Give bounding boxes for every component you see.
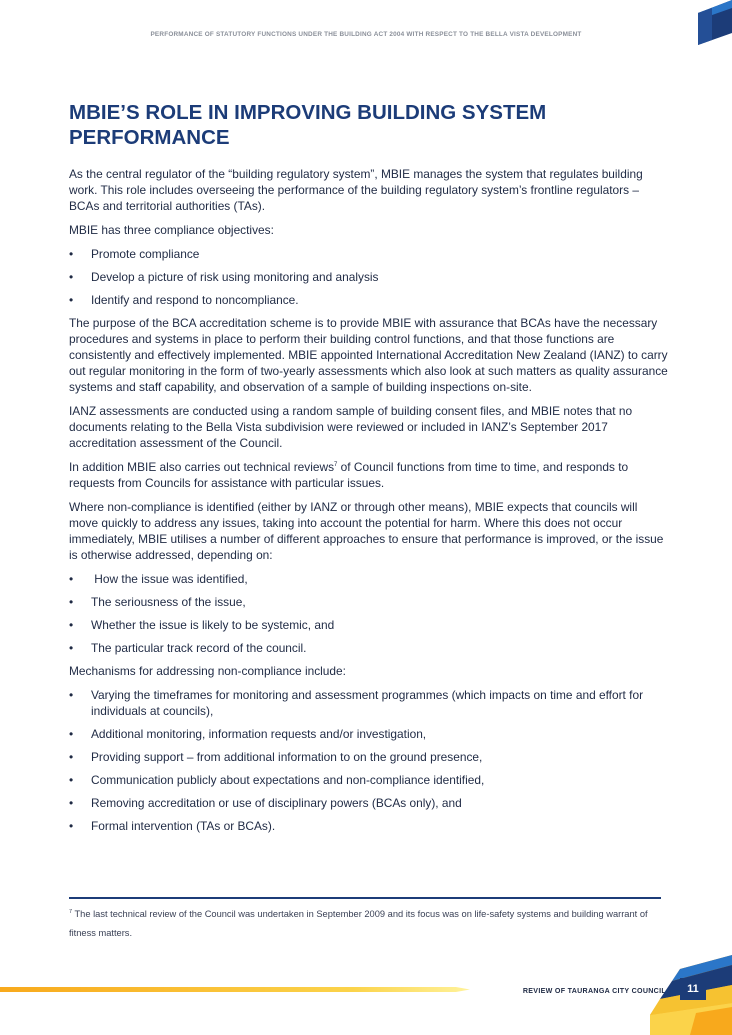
paragraph: Where non-compliance is identified (either by IANZ or through other means), MBIE expects that councils will move quickly to address any issues, taking into account the potential for harm. Where this does not occur immediately, MBIE utilises a number of different approaches to ensure that performance is improved, or the issue is otherwise addressed, depending on: (69, 500, 664, 562)
bullet: • (69, 796, 74, 810)
list-item-text: Communication publicly about expectations and non-compliance identified, (91, 773, 485, 787)
paragraph-text: In addition MBIE also carries out technical reviews (69, 460, 335, 474)
list-item (69, 749, 669, 765)
list-item-text: Identify and respond to noncompliance. (91, 293, 299, 307)
list-item (69, 687, 669, 719)
footer-label: REVIEW OF TAURANGA CITY COUNCIL (522, 987, 666, 995)
bullet: • (69, 572, 74, 586)
list-item (69, 772, 669, 788)
list-item (69, 818, 669, 834)
footnote-reference: 7 (334, 462, 338, 468)
list-item (69, 726, 669, 742)
list-item-text: Develop a picture of risk using monitoring and analysis (91, 270, 379, 284)
list-item-text: Removing accreditation or use of disciplinary powers (BCAs only), and (91, 796, 462, 810)
paragraph: As the central regulator of the “building regulatory system”, MBIE manages the system that regulates building work. This role includes overseeing the performance of the building regulatory system’s frontline regulators – BCAs and territorial authorities (TAs). (69, 167, 643, 213)
list-item-text: Formal intervention (TAs or BCAs). (91, 819, 276, 833)
paragraph (69, 459, 669, 491)
paragraph-text: of Council functions from time to time, and responds to requests from Councils for assistance with particular issues. (69, 460, 629, 490)
corner-decoration-top (698, 0, 732, 45)
footnote-text: The last technical review of the Council was undertaken in September 2009 and its focus was on life-safety systems and building warrant of fitness matters. (69, 909, 648, 938)
bullet: • (69, 270, 74, 284)
list-item-text: Additional monitoring, information requests and/or investigation, (91, 727, 427, 741)
list-item (69, 292, 669, 308)
footer-accent-bar (0, 987, 470, 992)
list-item (69, 617, 669, 633)
bullet: • (69, 727, 74, 741)
bullet: • (69, 773, 74, 787)
list-item-text: Providing support – from additional information to on the ground presence, (91, 750, 483, 764)
bullet: • (69, 641, 74, 655)
mechanisms-list (69, 687, 669, 834)
objectives-list (69, 246, 669, 308)
list-item-text: Promote compliance (91, 247, 200, 261)
bullet: • (69, 595, 74, 609)
footnote-divider (69, 897, 661, 899)
body-content (69, 166, 669, 841)
list-item-text: Varying the timeframes for monitoring and assessment programmes (which impacts on time and effort for individuals at councils), (91, 688, 644, 718)
paragraph: The purpose of the BCA accreditation scheme is to provide MBIE with assurance that BCAs have the necessary procedures and systems in place to perform their building control functions, and that those functions are consistently and effectively implemented. MBIE appointed International Accreditation New Zealand (IANZ) to carry out regular monitoring in the form of two-yearly assessments which also look at such matters as quality assurance systems and staff capability, and observation of a sample of building inspections on-site. (69, 316, 668, 394)
page-number: 11 (680, 978, 706, 1000)
list-item (69, 571, 669, 587)
bullet: • (69, 819, 74, 833)
list-item-text: How the issue was identified, (91, 572, 248, 586)
footnote-number: 7 (69, 909, 73, 915)
list-item-text: Whether the issue is likely to be systemic, and (91, 618, 335, 632)
list-item (69, 246, 669, 262)
paragraph: Mechanisms for addressing non-compliance include: (69, 664, 346, 678)
bullet: • (69, 688, 74, 702)
running-header: PERFORMANCE OF STATUTORY FUNCTIONS UNDER THE BUILDING ACT 2004 WITH RESPECT TO THE BELLA VISTA DEVELOPMENT (150, 31, 582, 38)
list-item (69, 269, 669, 285)
paragraph: MBIE has three compliance objectives: (69, 223, 274, 237)
bullet: • (69, 293, 74, 307)
section-title: MBIE’S ROLE IN IMPROVING BUILDING SYSTEM PERFORMANCE (69, 101, 547, 149)
footnote (69, 905, 669, 943)
bullet: • (69, 618, 74, 632)
list-item-text: The particular track record of the council. (91, 641, 307, 655)
factors-list (69, 571, 669, 656)
bullet: • (69, 750, 74, 764)
list-item (69, 594, 669, 610)
list-item-text: The seriousness of the issue, (91, 595, 246, 609)
list-item (69, 640, 669, 656)
paragraph: IANZ assessments are conducted using a random sample of building consent files, and MBIE notes that no documents relating to the Bella Vista subdivision were reviewed or included in IANZ’s September 2017 accreditation assessment of the Council. (69, 404, 633, 450)
bullet: • (69, 247, 74, 261)
list-item (69, 795, 669, 811)
